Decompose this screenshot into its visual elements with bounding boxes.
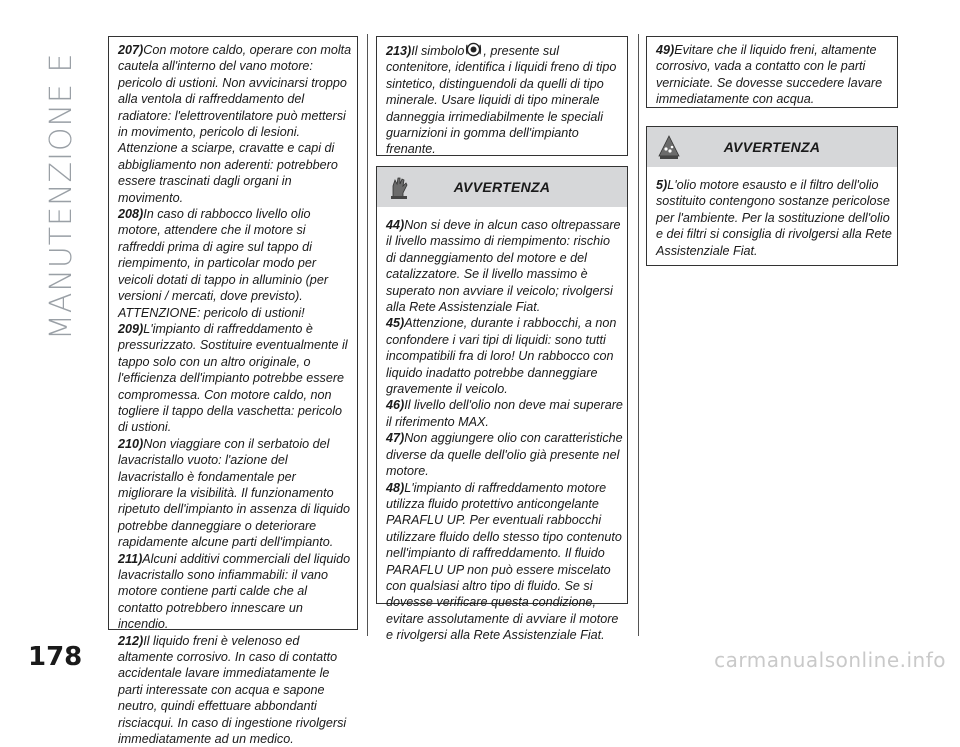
warning-hand-icon xyxy=(387,174,411,200)
warnings-column-1 xyxy=(108,36,358,747)
watermark: carmanualsonline.info xyxy=(714,648,946,672)
paragraph-46 xyxy=(386,397,623,430)
note-number: 46) xyxy=(386,398,405,413)
note-number: 44) xyxy=(386,218,405,232)
warning-header xyxy=(377,167,627,207)
note-number: 213) xyxy=(386,44,412,58)
note-49-box xyxy=(646,36,898,108)
paragraph-207 xyxy=(118,42,353,206)
paragraph-5 xyxy=(656,177,893,259)
column-divider xyxy=(638,34,639,636)
note-text: Non si deve in alcun caso oltrepassare il livello massimo di riempimento: rischio di danneggiamento del motore e del catalizzatore. Se il livello massimo è superato non avviare il veicolo; rivolgersi alla Rete Assistenziale Fiat. xyxy=(386,218,621,315)
note-213-box xyxy=(376,36,628,156)
warning-header xyxy=(647,127,897,167)
note-text: Il simbolo xyxy=(411,44,465,58)
paragraph-49 xyxy=(656,42,893,108)
note-number: 45) xyxy=(386,316,405,331)
note-text: L'impianto di raffreddamento motore utilizza fluido protettivo anticongelante PARAFLU UP. Per eventuali rabbocchi utilizzare fluido dello stesso tipo contenuto nell'impianto di raffreddamento. Il fluido PARAFLU UP non può essere miscelato con qualsiasi altro tipo di fluido. Se si dovesse verificare questa condizione, evitare assolutamente di avviare il motore e rivolgersi alla Rete Assistenziale Fiat. xyxy=(386,480,622,643)
page-number: 178 xyxy=(28,642,83,672)
note-text: Non viaggiare con il serbatoio del lavacristallo vuoto: l'azione del lavacristallo è fondamentale per migliorare la visibilità. Il funzionamento ripetuto dell'impianto in assenza di liquido potrebbe danneggiare o deteriorare rapidamente alcune parti dell'impianto. xyxy=(118,436,351,550)
column-divider xyxy=(367,34,368,636)
note-number: 47) xyxy=(386,431,405,446)
warning-body xyxy=(377,207,627,652)
paragraph-44 xyxy=(386,217,623,315)
paragraph-209 xyxy=(118,321,353,436)
note-text: , presente sul contenitore, identifica i liquidi freno di tipo sintetico, distinguendoli da quelli di tipo minerale. Usare liquidi di tipo minerale danneggia irrimediabilmente le speciali guarnizioni in gomma dell'impianto frenante. xyxy=(386,44,617,157)
paragraph-45 xyxy=(386,315,623,397)
paragraph-48 xyxy=(386,480,623,644)
paragraph-213 xyxy=(386,42,623,158)
note-text: Evitare che il liquido freni, altamente corrosivo, vada a contatto con le parti verniciate. Se dovesse succedere lavare immediatamente con acqua. xyxy=(656,43,883,107)
paragraph-212 xyxy=(118,633,353,747)
note-text: Il liquido freni è velenoso ed altamente corrosivo. In caso di contatto accidentale lavare immediatamente le parti interessate con acqua e sapone neutro, quindi effettuare abbondanti risciacqui. In caso di ingestione rivolgersi immediatamente ad un medico. xyxy=(118,633,347,747)
note-text: Attenzione, durante i rabbocchi, a non confondere i vari tipi di liquidi: sono tutti incompatibili fra di loro! Un rabbocco con liquido inadatto potrebbe danneggiare gravemente il veicolo. xyxy=(386,316,617,397)
note-number: 49) xyxy=(656,43,675,57)
note-text: Il livello dell'olio non deve mai superare il riferimento MAX. xyxy=(386,398,623,429)
note-text: Alcuni additivi commerciali del liquido lavacristallo sono infiammabili: il vano motore contiene parti calde che al contatto potrebbero innescare un incendio. xyxy=(118,551,351,632)
note-number: 48) xyxy=(386,480,405,495)
warning-body xyxy=(647,167,897,267)
note-text: Con motore caldo, operare con molta cautela all'interno del vano motore: pericolo di ustioni. Non avvicinarsi troppo alla ventola di raffreddamento del radiatore: l'elettroventilatore può mettersi in movimento, pericolo di lesioni. Attenzione a sciarpe, cravatte e capi di abbigliamento non aderenti: potrebbero essere trascinati dagli organi in movimento. xyxy=(118,43,352,205)
paragraph-47 xyxy=(386,430,623,479)
warning-hand-icon xyxy=(657,134,681,160)
section-title: MANUTENZIONE E xyxy=(44,52,79,340)
note-text: L'olio motore esausto e il filtro dell'olio sostituito contengono sostanze pericolose per l'ambiente. Per la sostituzione dell'olio e dei filtri si consiglia di rivolgersi alla Rete Assistenziale Fiat. xyxy=(656,178,892,258)
paragraph-208 xyxy=(118,206,353,321)
warning-box-col3 xyxy=(646,126,898,266)
note-text: In caso di rabbocco livello olio motore, attendere che il motore si raffreddi prima di agire sul tappo di riempimento, in particolar modo per veicoli dotati di tappo in alluminio (per versioni / mercati, dove previsto). ATTENZIONE: pericolo di ustioni! xyxy=(118,207,329,320)
note-number: 212) xyxy=(118,633,144,648)
note-number: 207) xyxy=(118,43,144,57)
warning-title: AVVERTENZA xyxy=(723,138,821,155)
note-number: 211) xyxy=(118,551,143,566)
paragraph-211 xyxy=(118,551,353,633)
note-text: L'impianto di raffreddamento è pressurizzato. Sostituire eventualmente il tappo solo con un altro originale, o l'efficienza dell'impianto potrebbe essere compromessa. Con motore caldo, non togliere il tappo della vaschetta: pericolo di ustioni. xyxy=(118,321,348,435)
brake-fluid-symbol-icon xyxy=(466,42,481,57)
note-number: 210) xyxy=(118,436,144,451)
warning-title: AVVERTENZA xyxy=(453,178,551,195)
note-text: Non aggiungere olio con caratteristiche diverse da quelle dell'olio già presente nel motore. xyxy=(386,431,623,479)
note-number: 5) xyxy=(656,178,668,192)
note-number: 208) xyxy=(118,207,144,222)
note-number: 209) xyxy=(118,321,144,336)
warning-box-col2 xyxy=(376,166,628,643)
paragraph-210 xyxy=(118,436,353,551)
